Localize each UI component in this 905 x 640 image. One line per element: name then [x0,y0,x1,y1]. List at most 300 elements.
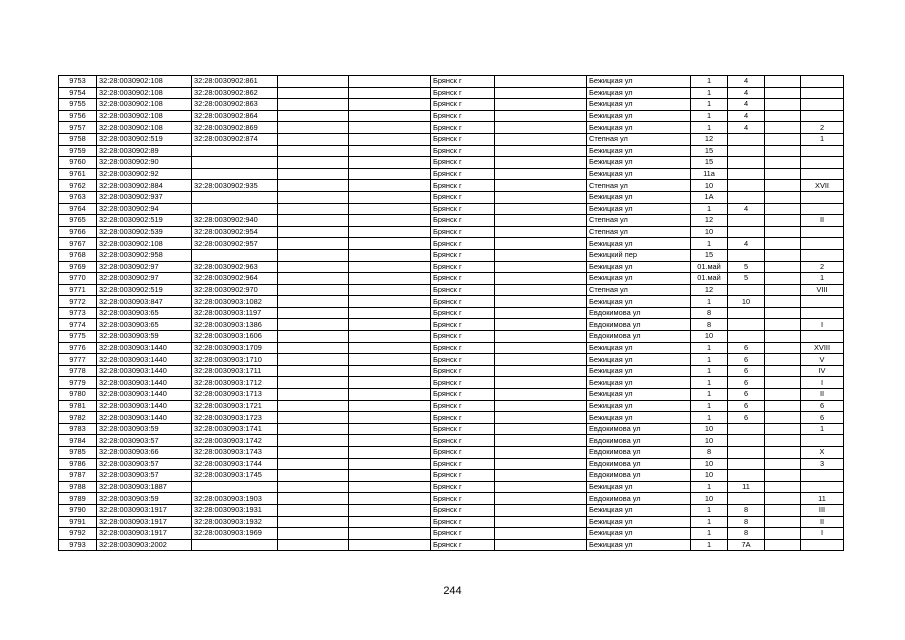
table-cell [801,76,844,88]
table-cell: 4 [728,99,765,111]
table-cell: Степная ул [587,215,691,227]
table-cell: 4 [728,122,765,134]
table-cell: 9775 [59,331,97,343]
table-cell [495,319,587,331]
table-cell [801,249,844,261]
table-cell: X [801,447,844,459]
table-cell [801,191,844,203]
table-cell [349,238,431,250]
table-cell [801,238,844,250]
table-cell: I [801,319,844,331]
table-cell [728,307,765,319]
table-cell: Евдокимова ул [587,470,691,482]
table-cell: Бежицкая ул [587,76,691,88]
table-cell: Бежицкая ул [587,145,691,157]
table-cell: Брянск г [431,481,495,493]
table-cell [728,331,765,343]
table-cell: Брянск г [431,273,495,285]
table-cell [349,470,431,482]
table-cell: II [801,516,844,528]
table-cell: Брянск г [431,238,495,250]
table-cell: 1 [691,481,728,493]
table-cell [349,99,431,111]
table-cell: 32:28:0030903:57 [97,458,192,470]
table-cell: 2 [801,261,844,273]
table-cell: Евдокимова ул [587,493,691,505]
table-cell: 9785 [59,447,97,459]
table-cell: Брянск г [431,122,495,134]
table-cell [495,284,587,296]
table-cell [349,284,431,296]
table-cell: Брянск г [431,458,495,470]
table-cell [801,296,844,308]
table-cell: Бежицкая ул [587,400,691,412]
table-cell [349,110,431,122]
table-cell: 32:28:0030903:1440 [97,342,192,354]
table-cell: 9770 [59,273,97,285]
table-cell: 32:28:0030902:519 [97,215,192,227]
table-cell [349,389,431,401]
table-cell [495,504,587,516]
table-cell [495,389,587,401]
table-cell [349,539,431,551]
table-cell [349,458,431,470]
table-cell: III [801,504,844,516]
table-cell: Брянск г [431,400,495,412]
table-cell: 32:28:0030902:90 [97,157,192,169]
table-cell [349,377,431,389]
table-cell [349,180,431,192]
table-cell: 8 [691,307,728,319]
table-cell: 11 [801,493,844,505]
table-cell: VIII [801,284,844,296]
table-cell: 32:28:0030903:1745 [192,470,278,482]
table-cell: Бежицкая ул [587,504,691,516]
table-cell: 9765 [59,215,97,227]
table-cell [278,76,349,88]
table-cell [278,168,349,180]
table-cell: 9758 [59,133,97,145]
table-cell [349,319,431,331]
table-row [59,435,844,447]
table-cell [495,423,587,435]
table-cell: 9779 [59,377,97,389]
table-cell: 9756 [59,110,97,122]
table-cell: I [801,377,844,389]
table-cell: Брянск г [431,249,495,261]
table-cell [349,493,431,505]
table-cell [278,284,349,296]
table-cell: 10 [691,180,728,192]
table-cell [728,133,765,145]
table-cell [278,133,349,145]
table-cell [349,145,431,157]
table-cell [495,238,587,250]
table-cell: Бежицкий пер [587,249,691,261]
table-cell [495,122,587,134]
table-cell: IV [801,365,844,377]
table-cell: Бежицкая ул [587,354,691,366]
table-cell: 32:28:0030903:1440 [97,354,192,366]
table-cell [765,261,801,273]
table-cell [765,203,801,215]
table-row [59,261,844,273]
table-row [59,215,844,227]
page-number: 244 [443,585,462,597]
table-cell [495,331,587,343]
table-cell: 1 [691,99,728,111]
table-cell [728,157,765,169]
table-cell: Евдокимова ул [587,307,691,319]
table-cell [349,296,431,308]
table-row [59,180,844,192]
table-cell [278,226,349,238]
table-cell: 9791 [59,516,97,528]
table-cell: 6 [801,412,844,424]
table-cell [765,528,801,540]
table-cell: 32:28:0030903:1721 [192,400,278,412]
table-cell: 4 [728,87,765,99]
table-cell: 32:28:0030902:937 [97,191,192,203]
table-cell [765,493,801,505]
table-cell: Брянск г [431,215,495,227]
table-cell: 32:28:0030902:964 [192,273,278,285]
table-cell [278,342,349,354]
table-cell: 1 [691,342,728,354]
table-cell [765,400,801,412]
table-cell [765,504,801,516]
table-cell: Бежицкая ул [587,122,691,134]
table-row [59,307,844,319]
table-cell [192,157,278,169]
table-cell [349,447,431,459]
table-cell: 32:28:0030902:884 [97,180,192,192]
table-cell: 32:28:0030903:1887 [97,481,192,493]
table-cell: 10 [728,296,765,308]
table-cell: Степная ул [587,180,691,192]
table-cell: 8 [691,447,728,459]
table-cell [278,122,349,134]
table-cell [728,226,765,238]
table-row [59,319,844,331]
table-cell [278,273,349,285]
table-cell: Брянск г [431,435,495,447]
table-cell: 1 [691,528,728,540]
table-cell [765,458,801,470]
table-row [59,331,844,343]
table-cell: 9766 [59,226,97,238]
table-cell [728,470,765,482]
table-cell: 32:28:0030903:1440 [97,389,192,401]
table-cell [349,354,431,366]
table-cell: 6 [728,377,765,389]
table-cell [349,516,431,528]
table-cell [192,191,278,203]
table-cell: Брянск г [431,389,495,401]
table-cell [278,296,349,308]
table-cell [278,203,349,215]
table-cell: 32:28:0030902:108 [97,99,192,111]
table-cell: Евдокимова ул [587,435,691,447]
table-cell [801,481,844,493]
table-cell [765,423,801,435]
table-cell: 32:28:0030902:869 [192,122,278,134]
table-cell: 32:28:0030903:1917 [97,504,192,516]
table-cell [801,87,844,99]
table-cell: 1 [691,110,728,122]
table-cell: 32:28:0030903:1606 [192,331,278,343]
table-cell [349,226,431,238]
table-row [59,157,844,169]
table-cell [349,261,431,273]
table-cell: 32:28:0030903:2002 [97,539,192,551]
table-cell: Бежицкая ул [587,157,691,169]
table-cell [349,203,431,215]
table-cell [765,180,801,192]
table-cell: 8 [691,319,728,331]
table-cell: 9786 [59,458,97,470]
table-cell: 8 [728,504,765,516]
table-cell: 15 [691,145,728,157]
table-cell [192,203,278,215]
table-cell: Брянск г [431,296,495,308]
table-cell: 9774 [59,319,97,331]
table-cell [495,249,587,261]
table-cell: 10 [691,470,728,482]
table-cell: Брянск г [431,191,495,203]
table-cell: 1 [691,238,728,250]
table-cell: 32:28:0030902:862 [192,87,278,99]
table-cell: Евдокимова ул [587,458,691,470]
table-row [59,99,844,111]
table-cell: 1 [691,412,728,424]
table-cell: 32:28:0030902:539 [97,226,192,238]
table-row [59,377,844,389]
table-cell: Евдокимова ул [587,319,691,331]
table-cell: 32:28:0030902:963 [192,261,278,273]
table-cell: 12 [691,133,728,145]
table-cell [278,215,349,227]
table-cell [495,157,587,169]
table-cell: Степная ул [587,226,691,238]
table-cell [278,528,349,540]
table-cell: 1 [691,122,728,134]
table-cell [349,412,431,424]
table-cell: 32:28:0030902:970 [192,284,278,296]
table-cell: 32:28:0030903:1440 [97,365,192,377]
table-cell: V [801,354,844,366]
table-cell [495,435,587,447]
table-cell [765,145,801,157]
table-cell: 32:28:0030902:89 [97,145,192,157]
table-cell: Брянск г [431,110,495,122]
table-cell: 32:28:0030903:1744 [192,458,278,470]
table-cell [801,307,844,319]
table-cell [801,539,844,551]
table-cell [278,331,349,343]
table-cell: 1 [801,273,844,285]
table-cell [192,168,278,180]
table-cell: Бежицкая ул [587,377,691,389]
table-cell [765,99,801,111]
table-cell [349,331,431,343]
table-cell: 9784 [59,435,97,447]
table-cell [349,481,431,493]
table-cell [495,261,587,273]
table-row [59,423,844,435]
table-cell [495,145,587,157]
table-cell [495,481,587,493]
table-cell [728,215,765,227]
table-cell: 6 [728,354,765,366]
table-cell: Брянск г [431,423,495,435]
table-cell: 32:28:0030903:1440 [97,400,192,412]
table-cell [765,157,801,169]
table-cell [349,365,431,377]
table-cell [765,296,801,308]
table-row [59,516,844,528]
table-cell [349,435,431,447]
table-cell [278,389,349,401]
table-cell [495,493,587,505]
table-cell: 32:28:0030902:519 [97,284,192,296]
table-cell: 32:28:0030903:57 [97,435,192,447]
table-cell: 1 [691,354,728,366]
table-cell: Бежицкая ул [587,342,691,354]
table-cell: 6 [728,342,765,354]
table-cell: 32:28:0030902:940 [192,215,278,227]
table-cell [728,458,765,470]
table-cell: Бежицкая ул [587,87,691,99]
table-cell: 9782 [59,412,97,424]
table-row [59,458,844,470]
table-cell: 9753 [59,76,97,88]
table-cell: Брянск г [431,377,495,389]
table-row [59,122,844,134]
table-cell [192,249,278,261]
table-cell: 32:28:0030903:1742 [192,435,278,447]
table-cell [495,516,587,528]
table-cell: 9789 [59,493,97,505]
table-cell [801,331,844,343]
table-cell: Бежицкая ул [587,516,691,528]
table-cell: 32:28:0030903:59 [97,493,192,505]
table-cell: 32:28:0030902:108 [97,122,192,134]
table-cell [495,400,587,412]
table-cell [349,528,431,540]
table-cell: 32:28:0030902:863 [192,99,278,111]
table-cell: 9790 [59,504,97,516]
table-cell [192,481,278,493]
table-cell [765,516,801,528]
table-cell [349,400,431,412]
table-cell [728,423,765,435]
table-cell: Брянск г [431,354,495,366]
table-cell [495,99,587,111]
table-cell [495,215,587,227]
table-row [59,539,844,551]
table-cell: Брянск г [431,470,495,482]
table-cell: 5 [728,261,765,273]
table-cell: Бежицкая ул [587,412,691,424]
table-cell: 32:28:0030903:1386 [192,319,278,331]
table-cell: 15 [691,249,728,261]
table-cell: Степная ул [587,284,691,296]
table-cell [728,191,765,203]
table-cell: 9772 [59,296,97,308]
table-cell [495,180,587,192]
table-cell: 1 [691,203,728,215]
table-cell [801,470,844,482]
table-cell: 6 [728,412,765,424]
table-row [59,284,844,296]
table-cell [278,365,349,377]
table-cell: 32:28:0030903:1082 [192,296,278,308]
table-cell: Бежицкая ул [587,389,691,401]
table-cell: XVII [801,180,844,192]
table-cell: 1 [691,504,728,516]
table-cell [801,99,844,111]
table-cell: 32:28:0030903:1712 [192,377,278,389]
table-cell [495,307,587,319]
table-cell [765,412,801,424]
table-cell: 12 [691,215,728,227]
table-cell: 9776 [59,342,97,354]
table-cell: Брянск г [431,226,495,238]
table-cell [765,354,801,366]
table-cell: 1 [691,296,728,308]
table-cell: 32:28:0030902:108 [97,110,192,122]
table-cell [495,87,587,99]
table-cell: Бежицкая ул [587,110,691,122]
table-cell: 32:28:0030902:92 [97,168,192,180]
table-cell: 32:28:0030902:864 [192,110,278,122]
table-cell [278,354,349,366]
table-cell: 32:28:0030903:1917 [97,528,192,540]
table-cell [278,447,349,459]
table-cell [728,284,765,296]
table-cell: Брянск г [431,157,495,169]
table-cell [495,76,587,88]
table-cell: 32:28:0030903:1709 [192,342,278,354]
table-cell: Брянск г [431,365,495,377]
table-cell: Брянск г [431,504,495,516]
table-cell: 32:28:0030902:97 [97,261,192,273]
table-cell [765,435,801,447]
table-cell [801,435,844,447]
table-cell: Брянск г [431,342,495,354]
table-cell: 1 [691,400,728,412]
table-cell [192,145,278,157]
table-cell: Степная ул [587,133,691,145]
table-cell: 4 [728,76,765,88]
table-cell [765,215,801,227]
table-cell: Брянск г [431,331,495,343]
table-cell [765,284,801,296]
table-cell: 9754 [59,87,97,99]
table-cell [765,470,801,482]
table-cell: I [801,528,844,540]
table-cell [801,157,844,169]
table-cell [349,133,431,145]
table-row [59,249,844,261]
table-row [59,133,844,145]
table-cell: 10 [691,458,728,470]
table-cell [349,307,431,319]
table-cell [495,110,587,122]
table-cell: Брянск г [431,284,495,296]
table-cell [765,331,801,343]
